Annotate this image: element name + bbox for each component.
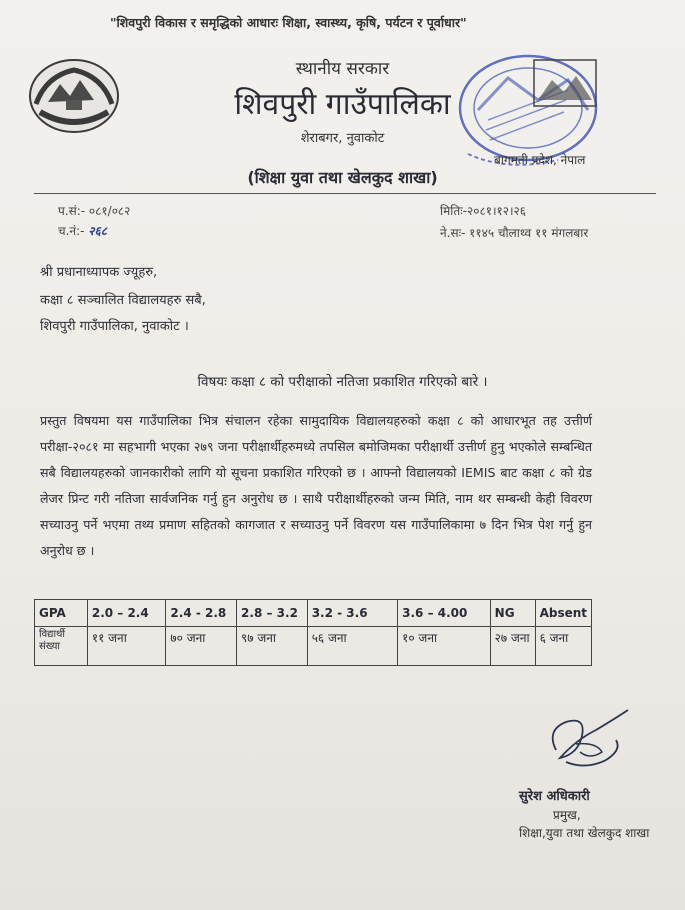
office-name: शिवपुरी गाउँपालिका xyxy=(234,87,451,122)
value-cell: ६ जना xyxy=(535,627,591,666)
branch-title: (शिक्षा युवा तथा खेलकुद शाखा) xyxy=(247,168,438,187)
letter-date: मितिः-२०८१।१२।२६ xyxy=(440,204,527,218)
header-cell: GPA xyxy=(35,600,88,627)
value-cell: ११ जना xyxy=(87,627,166,666)
value-cell: ९७ जना xyxy=(237,627,308,666)
body-paragraph: प्रस्तुत विषयमा यस गाउँपालिका भित्र संचालन रहेका सामुदायिक विद्यालयहरुको कक्षा ८ को आधारभूत तह उत्तीर्ण परीक्षा-२०८१ मा सहभागी भएका २७९ जना परीक्षार्थीहरुमध्ये तपसिल बमोजिमका परीक्षार्थी उत्तीर्ण हुनु भएकोले सम्बन्धित सबै विद्यालयहरुको जानकारीको लागि यो सूचना प्रकाशित गरिएको छ । आफ्नो विद्यालयको IEMIS बाट कक्षा ८ को ग्रेड लेजर प्रिन्ट गरी नतिजा सार्वजनिक गर्नु हुन अनुरोध छ । साथै परीक्षार्थीहरुको जन्म मिति, नाम थर सम्बन्धी केही विवरण सच्याउनु पर्ने भएमा तथ्य प्रमाण सहितको कागजात र सच्याउनु पर्ने विवरण यस गाउँपालिकामा ७ दिन भित्र पेश गर्नु हुन अनुरोध छ । xyxy=(40,413,592,558)
header-cell: Absent xyxy=(535,600,591,627)
province-label: बागमती प्रदेश, नेपाल xyxy=(494,153,586,167)
chalani-label: च.नं:- xyxy=(58,224,85,238)
subject-line: विषयः कक्षा ८ को परीक्षाको नतिजा प्रकाशित गरिएको बारे । xyxy=(197,374,488,390)
addressee-line-2: कक्षा ८ सञ्चालित विद्यालयहरु सबै, xyxy=(40,293,206,308)
header-divider xyxy=(34,193,656,194)
signatory-role: प्रमुख, xyxy=(553,808,581,822)
signatory-name: सुरेश अधिकारी xyxy=(519,789,590,804)
results-table xyxy=(34,599,592,666)
header-cell: 2.8 – 3.2 xyxy=(237,600,308,627)
row-label-line-2: संख्या xyxy=(39,641,60,652)
header-cell: 2.4 - 2.8 xyxy=(166,600,237,627)
addressee-line-3: शिवपुरी गाउँपालिका, नुवाकोट । xyxy=(40,319,189,334)
gov-label: स्थानीय सरकार xyxy=(295,59,390,79)
nepal-samvat-date: ने.सः- ११४५ चौलाथ्व ११ मंगलबार xyxy=(440,226,589,240)
header-cell: 3.6 – 4.00 xyxy=(398,600,491,627)
motto: "शिवपुरी विकास र समृद्धिको आधारः शिक्षा, स्वास्थ्य, कृषि, पर्यटन र पूर्वाधार" xyxy=(110,15,467,30)
value-cell: ७० जना xyxy=(166,627,237,666)
header-cell: NG xyxy=(490,600,535,627)
signatory-branch: शिक्षा,युवा तथा खेलकुद शाखा xyxy=(519,826,650,840)
value-cell: ५६ जना xyxy=(307,627,397,666)
table-row xyxy=(35,627,592,666)
patra-sankhya: प.सं:- ०८१/०८२ xyxy=(58,204,131,218)
chalani-value: २६८ xyxy=(88,224,108,238)
header-cell: 3.2 - 3.6 xyxy=(307,600,397,627)
office-address: शेराबगर, नुवाकोट xyxy=(300,131,385,146)
row-label-line-1: विद्यार्थी xyxy=(39,629,66,640)
handwritten-signature xyxy=(536,700,646,780)
row-label-cell xyxy=(35,627,88,666)
chalani-number xyxy=(58,222,107,239)
table-header-row xyxy=(35,600,592,627)
value-cell: २७ जना xyxy=(490,627,535,666)
addressee-line-1: श्री प्रधानाध्यापक ज्यूहरु, xyxy=(40,265,158,280)
value-cell: १० जना xyxy=(398,627,491,666)
header-cell: 2.0 – 2.4 xyxy=(87,600,166,627)
